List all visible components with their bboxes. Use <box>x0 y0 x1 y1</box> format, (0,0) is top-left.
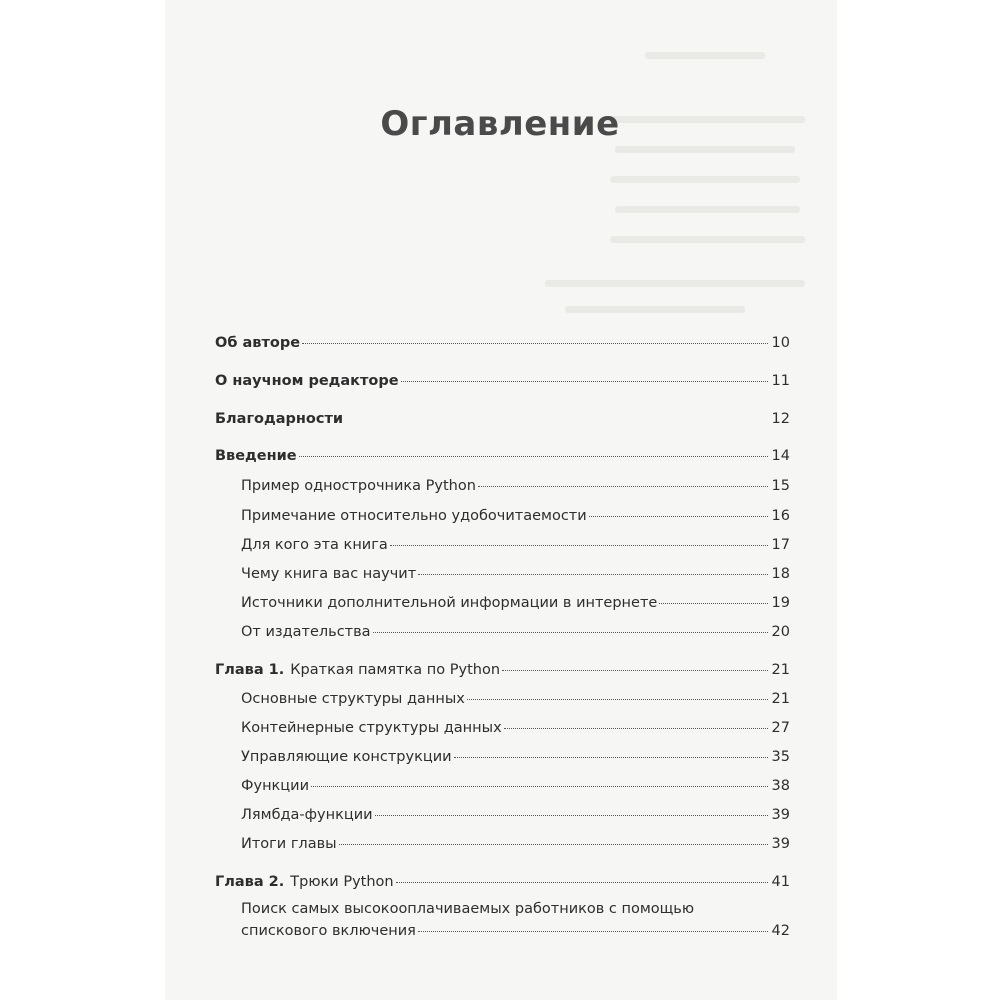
toc-entry-label: О научном редакторе <box>215 373 399 389</box>
toc-page-number: 11 <box>771 373 790 389</box>
toc-entry-functions[interactable] <box>241 777 790 795</box>
show-through-line <box>615 206 800 213</box>
dot-leader <box>502 670 768 671</box>
toc-entry-label: Контейнерные структуры данных <box>241 720 502 736</box>
toc-page-number: 42 <box>771 923 790 939</box>
dot-leader <box>418 574 767 575</box>
toc-page-number: 15 <box>771 478 790 494</box>
toc-entry-about-author[interactable] <box>215 334 790 352</box>
dot-leader <box>373 632 768 633</box>
dot-leader <box>396 882 768 883</box>
toc-entry-label: От издательства <box>241 624 371 640</box>
toc-page-number: 39 <box>771 836 790 852</box>
toc-entry-container-data-structures[interactable] <box>241 719 790 737</box>
show-through-line <box>610 176 800 183</box>
toc-entry-label-line2: спискового включения <box>241 923 416 939</box>
toc-entry-label: Чему книга вас научит <box>241 566 417 582</box>
dot-leader <box>589 516 768 517</box>
toc-entry-label: Введение <box>215 448 297 464</box>
toc-page-number: 21 <box>771 662 790 678</box>
toc-entry-oneliner-example[interactable] <box>241 477 790 495</box>
toc-page-number: 20 <box>771 624 790 640</box>
show-through-line <box>565 306 745 313</box>
toc-entry-label: Для кого эта книга <box>241 537 388 553</box>
toc-entry-science-editor[interactable] <box>215 372 790 390</box>
toc-page-number: 17 <box>771 537 790 553</box>
toc-page-number: 10 <box>771 335 790 351</box>
dot-leader <box>345 419 768 420</box>
toc-page-number: 39 <box>771 807 790 823</box>
toc-chapter-prefix: Глава 2. <box>215 874 285 890</box>
toc-page-number: 41 <box>771 874 790 890</box>
toc-entry-label: Итоги главы <box>241 836 337 852</box>
toc-entry-online-resources[interactable] <box>241 594 790 612</box>
dot-leader <box>339 844 768 845</box>
toc-entry-what-you-learn[interactable] <box>241 565 790 583</box>
toc-entry-chapter-summary[interactable] <box>241 835 790 853</box>
page-title: Оглавление <box>380 104 620 144</box>
show-through-line <box>610 236 805 243</box>
toc-entry-top-earners[interactable] <box>241 898 790 942</box>
toc-entry-readability-note[interactable] <box>241 507 790 525</box>
toc-entry-label: Лямбда-функции <box>241 807 373 823</box>
toc-entry-label: Управляющие конструкции <box>241 749 452 765</box>
toc-entry-introduction[interactable] <box>215 447 790 465</box>
dot-leader <box>454 757 768 758</box>
dot-leader <box>467 699 768 700</box>
toc-entry-label: Краткая памятка по Python <box>290 662 501 678</box>
dot-leader <box>311 786 768 787</box>
toc-entry-label-line1: Поиск самых высокооплачиваемых работников с помощью <box>241 901 695 917</box>
toc-chapter-prefix: Глава 1. <box>215 662 285 678</box>
show-through-line <box>545 280 805 287</box>
toc-page-number: 35 <box>771 749 790 765</box>
toc-entry-from-publisher[interactable] <box>241 623 790 641</box>
toc-entry-chapter-1[interactable] <box>215 661 790 679</box>
dot-leader <box>401 381 768 382</box>
toc-entry-label: Примечание относительно удобочитаемости <box>241 508 587 524</box>
dot-leader <box>478 486 768 487</box>
toc-entry-acknowledgments[interactable] <box>215 410 790 428</box>
show-through-line <box>615 146 795 153</box>
toc-entry-basic-data-structures[interactable] <box>241 690 790 708</box>
dot-leader <box>302 343 768 344</box>
toc-entry-label: Источники дополнительной информации в интернете <box>241 595 658 611</box>
show-through-line <box>645 52 765 59</box>
toc-entry-label: Об авторе <box>215 335 301 351</box>
dot-leader <box>390 545 768 546</box>
toc-page-number: 18 <box>771 566 790 582</box>
toc-entry-label: Функции <box>241 778 310 794</box>
toc-page-number: 27 <box>771 720 790 736</box>
dot-leader <box>659 603 767 604</box>
toc-page-number: 14 <box>771 448 790 464</box>
toc-entry-lambda-functions[interactable] <box>241 806 790 824</box>
toc-entry-label: Пример однострочника Python <box>241 478 476 494</box>
toc-page-number: 38 <box>771 778 790 794</box>
toc-entry-label: Благодарности <box>215 411 344 427</box>
toc-page-number: 21 <box>771 691 790 707</box>
toc-page-number: 12 <box>771 411 790 427</box>
toc-entry-label: Трюки Python <box>290 874 394 890</box>
dot-leader <box>375 815 768 816</box>
toc-entry-chapter-2[interactable] <box>215 873 790 891</box>
toc-entry-label: Основные структуры данных <box>241 691 465 707</box>
toc-page-number: 19 <box>771 595 790 611</box>
toc-entry-audience[interactable] <box>241 536 790 554</box>
dot-leader <box>299 456 768 457</box>
dot-leader <box>418 931 768 932</box>
dot-leader <box>504 728 768 729</box>
toc-entry-control-flow[interactable] <box>241 748 790 766</box>
toc-page-number: 16 <box>771 508 790 524</box>
